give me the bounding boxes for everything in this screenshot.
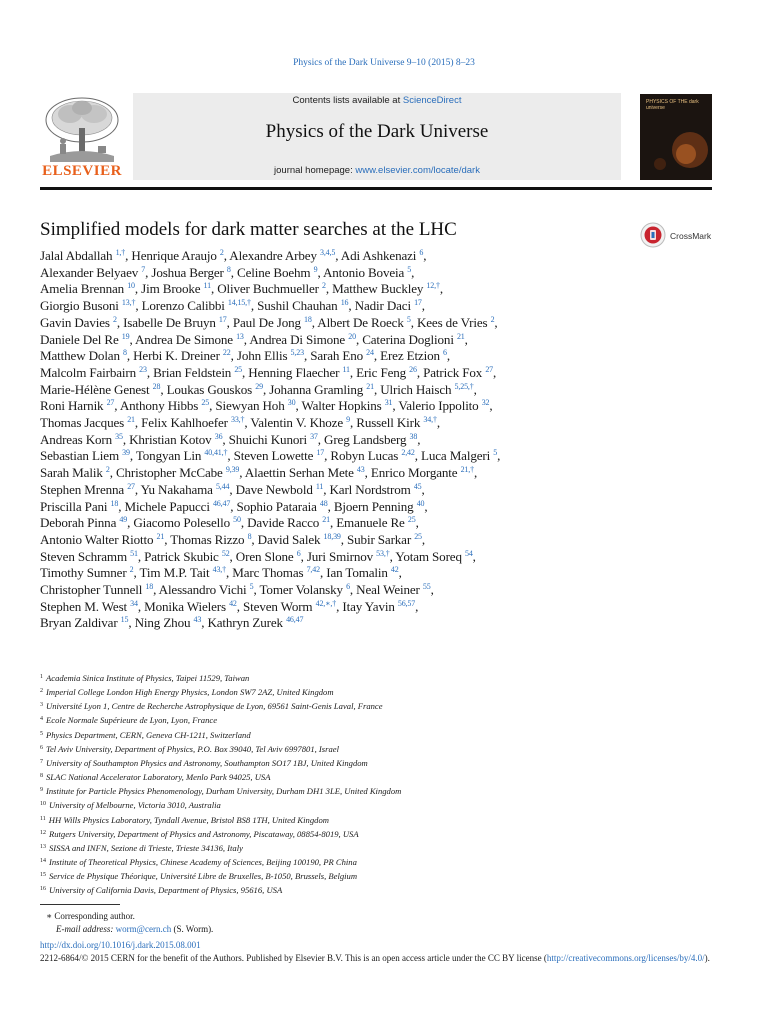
affiliation-item <box>40 728 720 742</box>
author-name: Andrea De Simone <box>134 331 233 347</box>
author-affiliation-ref[interactable]: 9,39 <box>225 465 240 475</box>
author-name: Antonio Boveia <box>322 264 405 280</box>
homepage-line <box>133 165 621 176</box>
author-affiliation-ref[interactable]: 6 <box>443 348 447 358</box>
affiliation-text: Imperial College London High Energy Physics, London SW7 2AZ, United Kingdom <box>46 687 334 698</box>
affiliation-text: Academia Sinica Institute of Physics, Taipei 11529, Taiwan <box>46 673 250 683</box>
affiliation-list <box>40 671 720 898</box>
affiliation-number: 7 <box>40 758 43 765</box>
author-name: Steven Worm <box>243 598 313 614</box>
author-name: Siewyan Hoh <box>215 398 285 414</box>
affiliation-number: 3 <box>40 702 43 709</box>
author-affiliation-ref[interactable]: 36 <box>214 431 223 441</box>
author-name: Albert De Roeck <box>317 314 404 330</box>
author-affiliation-ref[interactable]: 35 <box>115 431 123 441</box>
author-affiliation-ref[interactable]: 5 <box>249 582 254 592</box>
author-name: Oren Slone <box>235 548 294 564</box>
author-name: Giorgio Busoni <box>40 298 119 314</box>
author-affiliation-ref[interactable]: 10 <box>127 281 135 291</box>
author-affiliation-ref[interactable]: 2 <box>105 465 110 475</box>
author-affiliation-ref[interactable]: 9 <box>313 264 318 274</box>
author-affiliation-ref[interactable]: 40 <box>416 498 425 508</box>
author-affiliation-ref[interactable]: 5,25,† <box>454 381 474 391</box>
author-name: Stephen Mrenna <box>40 481 125 497</box>
author-affiliation-ref[interactable]: 52 <box>221 548 230 558</box>
affiliation-item <box>40 869 720 883</box>
author-name: Lorenzo Calibbi <box>141 298 225 314</box>
author-affiliation-ref[interactable]: 7 <box>141 264 146 274</box>
author-affiliation-ref[interactable]: 56,57 <box>397 598 416 608</box>
affiliation-text: University of Melbourne, Victoria 3010, Australia <box>49 800 221 811</box>
author-affiliation-ref[interactable]: 18 <box>110 498 119 508</box>
author-name: Matthew Buckley <box>332 281 424 297</box>
author-affiliation-ref[interactable]: 14,15,† <box>227 298 251 308</box>
author-affiliation-ref[interactable]: 3,4,5 <box>319 248 336 257</box>
author-affiliation-ref[interactable]: 51 <box>130 548 138 558</box>
affiliation-number: 10 <box>40 801 46 808</box>
author-name: Tim M.P. Tait <box>139 565 210 581</box>
author-name: Deborah Pinna <box>40 515 117 531</box>
author-name: Alessandro Vichi <box>158 582 247 598</box>
homepage-link[interactable]: www.elsevier.com/locate/dark <box>355 165 480 176</box>
affiliation-item <box>40 699 720 713</box>
author-line: Stephen M. West $^{34}$, Monika Wielers $^{42}$, Steven Worm $^{42,∗,\dagger}$, Itay Yavin $^{56,57}$, <box>40 598 419 614</box>
author-name: Isabelle De Bruyn <box>123 314 216 330</box>
author-name: Sebastian Liem <box>40 448 119 464</box>
author-line: Giorgio Busoni $^{13,\dagger}$, Lorenzo Calibbi $^{14,15,\dagger}$, Sushil Chauhan $^{16}$, Nadir Daci $^{17}$, <box>40 298 425 314</box>
corresponding-note <box>46 910 213 935</box>
author-affiliation-ref[interactable]: 26 <box>409 364 417 374</box>
author-affiliation-ref[interactable]: 53,† <box>376 548 390 558</box>
author-line: Bryan Zaldivar $^{15}$, Ning Zhou $^{43}$, Kathryn Zurek $^{46,47}$ <box>40 615 304 631</box>
affiliation-number: 14 <box>40 858 46 865</box>
publisher-name: ELSEVIER <box>42 163 122 179</box>
author-affiliation-ref[interactable]: 29 <box>255 381 263 391</box>
author-name: Bryan Zaldivar <box>40 615 118 631</box>
author-affiliation-ref[interactable]: 20 <box>348 331 356 341</box>
author-affiliation-ref[interactable]: 2 <box>321 281 326 291</box>
article-title: Simplified models for dark matter searches at the LHC <box>40 219 457 240</box>
author-affiliation-ref[interactable]: 7,42 <box>306 565 320 575</box>
author-name: David Salek <box>257 531 321 547</box>
author-name: Alaettin Serhan Mete <box>244 465 354 481</box>
author-name: Bjoern Penning <box>333 498 414 514</box>
author-affiliation-ref[interactable]: 40,41,† <box>204 448 228 458</box>
author-name: Ning Zhou <box>134 615 191 631</box>
author-name: Erez Etzion <box>380 348 440 364</box>
author-affiliation-ref[interactable]: 30 <box>287 398 296 408</box>
affiliation-number: 4 <box>40 716 43 723</box>
affiliation-item <box>40 855 720 869</box>
author-affiliation-ref[interactable]: 11 <box>315 481 324 491</box>
author-name: Michele Papucci <box>124 498 210 514</box>
affiliation-number: 2 <box>40 688 43 695</box>
affiliation-item <box>40 841 720 855</box>
author-affiliation-ref[interactable]: 54 <box>464 548 473 558</box>
author-affiliation-ref[interactable]: 5,23 <box>290 348 304 358</box>
author-name: Sarah Malik <box>40 465 103 481</box>
author-affiliation-ref[interactable]: 45 <box>413 481 422 491</box>
author-name: Ulrich Haisch <box>380 381 452 397</box>
footnote-star: ∗ <box>46 911 53 921</box>
journal-cover <box>640 94 712 180</box>
author-affiliation-ref[interactable]: 42,∗,† <box>315 598 337 608</box>
sciencedirect-link[interactable]: ScienceDirect <box>402 95 462 106</box>
affiliation-number: 12 <box>40 829 46 836</box>
author-affiliation-ref[interactable]: 18 <box>304 314 312 324</box>
affiliation-text: Service de Physique Théorique, Université Libre de Bruxelles, B-1050, Brussels, Belgium <box>49 871 358 882</box>
author-name: Malcolm Fairbairn <box>40 364 136 380</box>
author-name: Robyn Lucas <box>330 448 399 464</box>
author-name: Emanuele Re <box>336 515 405 531</box>
author-affiliation-ref[interactable]: 8 <box>247 531 252 541</box>
author-affiliation-ref[interactable]: 2,42 <box>401 448 415 458</box>
author-name: Sarah Eno <box>310 348 364 364</box>
author-affiliation-ref[interactable]: 6 <box>346 582 350 592</box>
affiliation-item <box>40 770 720 784</box>
author-line: Sebastian Liem $^{39}$, Tongyan Lin $^{40,41,\dagger}$, Steven Lowette $^{17}$, Robyn Lucas $^{2,42}$, Luca Malgeri $^5$, <box>40 448 501 464</box>
author-line: Matthew Dolan $^8$, Herbi K. Dreiner $^{22}$, John Ellis $^{5,23}$, Sarah Eno $^{24}$, Erez Etzion $^6$, <box>40 348 450 364</box>
author-name: Enrico Morgante <box>370 465 458 481</box>
author-affiliation-ref[interactable]: 24 <box>366 348 374 358</box>
author-affiliation-ref[interactable]: 25 <box>201 398 210 408</box>
author-line: Christopher Tunnell $^{18}$, Alessandro Vichi $^5$, Tomer Volansky $^6$, Neal Weiner $^{55}$, <box>40 582 434 598</box>
author-affiliation-ref[interactable]: 46,47 <box>212 498 231 508</box>
author-affiliation-ref[interactable]: 22 <box>222 348 231 358</box>
author-affiliation-ref[interactable]: 21 <box>322 515 330 525</box>
author-affiliation-ref[interactable]: 16 <box>340 298 349 308</box>
author-affiliation-ref[interactable]: 42 <box>390 565 399 575</box>
author-affiliation-ref[interactable]: 21 <box>456 331 465 341</box>
author-line: Sarah Malik $^2$, Christopher McCabe $^{9,39}$, Alaettin Serhan Mete $^{43}$, Enrico Morgante $^{21,\dagger}$, <box>40 465 478 481</box>
author-name: Sophio Pataraia <box>236 498 317 514</box>
author-name: Yu Nakahama <box>140 481 213 497</box>
author-affiliation-ref[interactable]: 32 <box>481 398 490 408</box>
author-name: Brian Feldstein <box>153 364 232 380</box>
author-affiliation-ref[interactable]: 49 <box>119 515 128 525</box>
cover-title: PHYSICS OF THE dark universe <box>646 99 699 111</box>
author-name: Oliver Buchmueller <box>217 281 319 297</box>
author-affiliation-ref[interactable]: 39 <box>122 448 130 458</box>
author-affiliation-ref[interactable]: 18 <box>145 582 154 592</box>
crossmark-label: CrossMark <box>670 231 712 241</box>
affiliation-number: 16 <box>40 886 46 893</box>
author-name: Henning Flaecher <box>248 364 340 380</box>
author-name: Steven Schramm <box>40 548 127 564</box>
author-name: Andrea Di Simone <box>249 331 346 347</box>
author-name: Alexandre Arbey <box>229 248 317 263</box>
author-affiliation-ref[interactable]: 27 <box>485 364 494 374</box>
author-name: Walter Hopkins <box>301 398 382 414</box>
author-affiliation-ref[interactable]: 5 <box>407 264 412 274</box>
author-name: Giacomo Polesello <box>133 515 231 531</box>
affiliation-text: University of California Davis, Department of Physics, 95616, USA <box>49 885 283 896</box>
affiliation-item <box>40 883 720 897</box>
author-affiliation-ref[interactable]: 21 <box>156 531 165 541</box>
affiliation-item <box>40 827 720 841</box>
author-affiliation-ref[interactable]: 17 <box>316 448 325 458</box>
author-name: Andreas Korn <box>40 431 113 447</box>
author-name: Tongyan Lin <box>135 448 202 464</box>
author-name: Valerio Ippolito <box>398 398 479 414</box>
author-name: Timothy Sumner <box>40 565 127 581</box>
author-affiliation-ref[interactable]: 15 <box>120 615 129 625</box>
author-affiliation-ref[interactable]: 21 <box>127 415 135 425</box>
author-name: Steven Lowette <box>233 448 314 464</box>
author-affiliation-ref[interactable]: 19 <box>121 331 130 341</box>
author-affiliation-ref[interactable]: 21 <box>366 381 374 391</box>
author-affiliation-ref[interactable]: 6 <box>419 248 424 257</box>
author-name: Henrique Araujo <box>131 248 217 263</box>
author-name: Christopher McCabe <box>115 465 223 481</box>
author-name: Dave Newbold <box>235 481 313 497</box>
author-affiliation-ref[interactable]: 23 <box>139 364 147 374</box>
author-affiliation-ref[interactable]: 17 <box>218 314 227 324</box>
author-name: Adi Ashkenazi <box>340 248 417 263</box>
author-line: Thomas Jacques $^{21}$, Felix Kahlhoefer $^{33,\dagger}$, Valentin V. Khoze $^9$, Russell Kirk $^{34,\dagger}$, <box>40 415 440 431</box>
affiliation-item <box>40 756 720 770</box>
affiliation-number: 15 <box>40 872 46 879</box>
author-affiliation-ref[interactable]: 11 <box>203 281 211 291</box>
author-line: Priscilla Pani $^{18}$, Michele Papucci $^{46,47}$, Sophio Pataraia $^{48}$, Bjoern Penning $^{40}$, <box>40 498 428 514</box>
author-affiliation-ref[interactable]: 55 <box>422 582 431 592</box>
affiliation-item <box>40 742 720 756</box>
affiliation-text: Ecole Normale Supérieure de Lyon, Lyon, France <box>46 715 218 726</box>
author-name: Eric Feng <box>356 364 407 380</box>
contents-line <box>133 95 621 106</box>
affiliation-item <box>40 798 720 812</box>
author-name: Joshua Berger <box>151 264 224 280</box>
email-suffix: (S. Worm). <box>171 923 214 934</box>
affiliation-text: Institute of Theoretical Physics, Chinese Academy of Sciences, Beijing 100190, PR China <box>49 857 357 868</box>
author-name: Matthew Dolan <box>40 348 120 364</box>
author-name: Celine Boehm <box>236 264 311 280</box>
author-affiliation-ref[interactable]: 43,† <box>212 565 226 575</box>
author-name: Shuichi Kunori <box>228 431 307 447</box>
author-name: Amelia Brennan <box>40 281 125 297</box>
author-line: Timothy Sumner $^2$, Tim M.P. Tait $^{43,\dagger}$, Marc Thomas $^{7,42}$, Ian Tomalin $^{42}$, <box>40 565 402 581</box>
author-name: Thomas Jacques <box>40 415 125 431</box>
author-affiliation-ref[interactable]: 34 <box>130 598 138 608</box>
affiliation-text: Université Lyon 1, Centre de Recherche Astrophysique de Lyon, 69561 Saint-Genis Laval, France <box>46 701 383 712</box>
author-name: Stephen M. West <box>40 598 128 614</box>
author-name: Anthony Hibbs <box>119 398 199 414</box>
homepage-prefix: journal homepage: <box>274 165 356 176</box>
author-name: Christopher Tunnell <box>40 582 143 598</box>
author-name: Greg Landsberg <box>324 431 407 447</box>
affiliation-text: Institute for Particle Physics Phenomenology, Durham University, Durham DH1 3LE, United Kingdom <box>46 786 402 797</box>
author-line: Steven Schramm $^{51}$, Patrick Skubic $^{52}$, Oren Slone $^6$, Juri Smirnov $^{53,\dagger}$, Yotam Soreq $^{54}$, <box>40 548 476 564</box>
author-name: Kees de Vries <box>416 314 488 330</box>
author-line: Amelia Brennan $^{10}$, Jim Brooke $^{11}$, Oliver Buchmueller $^2$, Matthew Buckley $^{12,\dagger}$, <box>40 281 443 297</box>
author-name: Thomas Rizzo <box>170 531 245 547</box>
author-affiliation-ref[interactable]: 31 <box>384 398 393 408</box>
author-name: Felix Kahlhoefer <box>141 415 228 431</box>
author-affiliation-ref[interactable]: 43 <box>193 615 202 625</box>
journal-banner <box>133 93 621 180</box>
author-name: Monika Wielers <box>144 598 226 614</box>
author-name: Caterina Doglioni <box>362 331 454 347</box>
author-name: Paul De Jong <box>232 314 301 330</box>
author-affiliation-ref[interactable]: 9 <box>346 415 350 425</box>
affiliation-item <box>40 671 720 685</box>
author-affiliation-ref[interactable]: 18,39 <box>323 531 341 541</box>
affiliation-number: 9 <box>40 787 43 794</box>
author-name: Roni Harnik <box>40 398 104 414</box>
author-affiliation-ref[interactable]: 27 <box>127 481 135 491</box>
author-name: Subir Sarkar <box>347 531 412 547</box>
author-name: Davide Racco <box>247 515 320 531</box>
author-affiliation-ref[interactable]: 25 <box>407 515 416 525</box>
author-name: Patrick Skubic <box>144 548 219 564</box>
author-name: Alexander Belyaev <box>40 264 139 280</box>
affiliation-item <box>40 784 720 798</box>
author-name: Kathryn Zurek <box>207 615 283 631</box>
affiliation-text: Rutgers University, Department of Physics and Astronomy, Piscataway, 08854-8019, USA <box>49 828 359 839</box>
author-affiliation-ref[interactable]: 38 <box>409 431 418 441</box>
author-line: Jalal Abdallah $^{1,\dagger}$, Henrique Araujo $^2$, Alexandre Arbey $^{3,4,5}$, Adi Ashkenazi $^6$, <box>40 248 427 263</box>
author-affiliation-ref[interactable]: 8 <box>226 264 231 274</box>
affiliation-text: SLAC National Accelerator Laboratory, Menlo Park 94025, USA <box>46 772 271 783</box>
author-name: Nadir Daci <box>354 298 411 314</box>
email-label: E-mail address: <box>56 923 116 934</box>
author-name: Marie-Hélène Genest <box>40 381 150 397</box>
affiliation-text: SISSA and INFN, Sezione di Trieste, Trieste 34136, Italy <box>49 842 243 853</box>
affiliation-item <box>40 685 720 699</box>
author-name: Khristian Kotov <box>129 431 212 447</box>
author-affiliation-ref[interactable]: 13 <box>236 331 244 341</box>
contents-prefix: Contents lists available at <box>292 95 403 106</box>
affiliation-number: 5 <box>40 730 43 737</box>
author-affiliation-ref[interactable]: 5 <box>493 448 498 458</box>
author-name: Yotam Soreq <box>395 548 462 564</box>
affiliation-text: Tel Aviv University, Department of Physics, P.O. Box 39040, Tel Aviv 6997801, Israel <box>46 743 339 754</box>
author-list <box>40 248 700 632</box>
author-line: Roni Harnik $^{27}$, Anthony Hibbs $^{25}$, Siewyan Hoh $^{30}$, Walter Hopkins $^{31}$, Valerio Ippolito $^{32}$, <box>40 398 493 414</box>
author-affiliation-ref[interactable]: 42 <box>229 598 237 608</box>
author-affiliation-ref[interactable]: 46,47 <box>286 615 304 625</box>
author-name: Jalal Abdallah <box>40 248 113 263</box>
author-name: Neal Weiner <box>356 582 420 598</box>
author-name: Valentin V. Khoze <box>250 415 343 431</box>
author-affiliation-ref[interactable]: 5,44 <box>215 481 230 491</box>
author-affiliation-ref[interactable]: 1,† <box>115 248 126 257</box>
author-affiliation-ref[interactable]: 25 <box>414 531 422 541</box>
journal-title: Physics of the Dark Universe <box>265 121 489 142</box>
journal-citation[interactable]: Physics of the Dark Universe 9–10 (2015) 8–23 <box>293 58 475 68</box>
author-name: Tomer Volansky <box>259 582 343 598</box>
author-affiliation-ref[interactable]: 12,† <box>426 281 440 291</box>
author-name: Marc Thomas <box>232 565 304 581</box>
author-name: Gavin Davies <box>40 314 110 330</box>
author-affiliation-ref[interactable]: 2 <box>129 565 134 575</box>
author-affiliation-ref[interactable]: 2 <box>219 248 224 257</box>
affiliation-number: 13 <box>40 843 46 850</box>
email-link[interactable]: worm@cern.ch <box>115 923 172 934</box>
author-name: Sushil Chauhan <box>257 298 338 314</box>
affiliation-item <box>40 713 720 727</box>
elsevier-logo <box>40 94 124 180</box>
author-name: John Ellis <box>236 348 288 364</box>
crossmark-icon <box>640 222 666 248</box>
license-text: 2212-6864/© 2015 CERN for the benefit of the Authors. Published by Elsevier B.V. This is an open access article under the CC BY license ( <box>40 953 547 963</box>
affiliation-number: 6 <box>40 744 43 751</box>
author-affiliation-ref[interactable]: 25 <box>234 364 243 374</box>
affiliation-text: University of Southampton Physics and Astronomy, Southampton SO17 1BJ, United Kingdom <box>46 757 368 768</box>
doi-link[interactable]: http://dx.doi.org/10.1016/j.dark.2015.08.001 <box>40 940 201 950</box>
license-note <box>40 952 716 965</box>
author-affiliation-ref[interactable]: 8 <box>123 348 127 358</box>
author-affiliation-ref[interactable]: 21,† <box>460 465 474 475</box>
author-line: Andreas Korn $^{35}$, Khristian Kotov $^{36}$, Shuichi Kunori $^{37}$, Greg Landsberg $^{38}$, <box>40 431 421 447</box>
affiliation-number: 8 <box>40 773 43 780</box>
author-line: Antonio Walter Riotto $^{21}$, Thomas Rizzo $^8$, David Salek $^{18,39}$, Subir Sarkar $^{25}$, <box>40 531 426 547</box>
affiliation-text: HH Wills Physics Laboratory, Tyndall Avenue, Bristol BS8 1TH, United Kingdom <box>48 814 329 825</box>
author-affiliation-ref[interactable]: 43 <box>356 465 365 475</box>
author-affiliation-ref[interactable]: 34,† <box>423 415 437 425</box>
author-affiliation-ref[interactable]: 48 <box>319 498 328 508</box>
author-name: Ian Tomalin <box>326 565 388 581</box>
affiliation-number: 11 <box>40 815 46 822</box>
author-line: Daniele Del Re $^{19}$, Andrea De Simone $^{13}$, Andrea Di Simone $^{20}$, Caterina Doglioni $^{21}$, <box>40 331 468 347</box>
author-name: Karl Nordstrom <box>329 481 411 497</box>
crossmark-badge[interactable] <box>640 222 720 250</box>
author-affiliation-ref[interactable]: 5 <box>406 314 411 324</box>
author-name: Loukas Gouskos <box>166 381 253 397</box>
header-divider <box>40 187 712 190</box>
author-line: Stephen Mrenna $^{27}$, Yu Nakahama $^{5,44}$, Dave Newbold $^{11}$, Karl Nordstrom $^{45}$, <box>40 481 425 497</box>
author-line: Deborah Pinna $^{49}$, Giacomo Polesello $^{50}$, Davide Racco $^{21}$, Emanuele Re $^{25}$, <box>40 515 419 531</box>
author-name: Patrick Fox <box>423 364 483 380</box>
footnote-divider <box>40 904 120 905</box>
author-affiliation-ref[interactable]: 2 <box>112 314 117 324</box>
author-name: Johanna Gramling <box>269 381 364 397</box>
author-affiliation-ref[interactable]: 28 <box>152 381 161 391</box>
author-affiliation-ref[interactable]: 50 <box>233 515 241 525</box>
author-affiliation-ref[interactable]: 6 <box>296 548 301 558</box>
elsevier-tree-icon <box>40 94 124 164</box>
author-name: Jim Brooke <box>141 281 201 297</box>
license-suffix: ). <box>704 953 710 963</box>
author-affiliation-ref[interactable]: 17 <box>414 298 422 308</box>
author-affiliation-ref[interactable]: 11 <box>342 364 350 374</box>
affiliation-text: Physics Department, CERN, Geneva CH-1211, Switzerland <box>46 729 251 740</box>
author-name: Luca Malgeri <box>421 448 491 464</box>
author-line: Alexander Belyaev $^7$, Joshua Berger $^8$, Celine Boehm $^9$, Antonio Boveia $^5$, <box>40 264 415 280</box>
affiliation-number: 1 <box>40 674 43 680</box>
affiliation-item <box>40 813 720 827</box>
author-affiliation-ref[interactable]: 27 <box>106 398 115 408</box>
author-name: Daniele Del Re <box>40 331 119 347</box>
author-name: Priscilla Pani <box>40 498 108 514</box>
author-name: Herbi K. Dreiner <box>133 348 220 364</box>
license-link[interactable]: http://creativecommons.org/licenses/by/4.0/ <box>546 953 705 963</box>
author-name: Juri Smirnov <box>306 548 374 564</box>
author-affiliation-ref[interactable]: 2 <box>490 314 495 324</box>
author-affiliation-ref[interactable]: 33,† <box>230 415 245 425</box>
author-name: Russell Kirk <box>356 415 421 431</box>
author-line: Gavin Davies $^2$, Isabelle De Bruyn $^{17}$, Paul De Jong $^{18}$, Albert De Roeck $^5$, Kees de Vries $^2$, <box>40 314 498 330</box>
author-affiliation-ref[interactable]: 13,† <box>121 298 136 308</box>
author-line: Marie-Hélène Genest $^{28}$, Loukas Gouskos $^{29}$, Johanna Gramling $^{21}$, Ulrich Haisch $^{5,25,\dagger}$, <box>40 381 477 397</box>
author-affiliation-ref[interactable]: 37 <box>310 431 318 441</box>
author-line: Malcolm Fairbairn $^{23}$, Brian Feldstein $^{25}$, Henning Flaecher $^{11}$, Eric Feng $^{26}$, Patrick Fox $^{27}$, <box>40 364 497 380</box>
corresponding-label: Corresponding author. <box>54 911 135 921</box>
author-name: Antonio Walter Riotto <box>40 531 154 547</box>
author-name: Itay Yavin <box>342 598 395 614</box>
